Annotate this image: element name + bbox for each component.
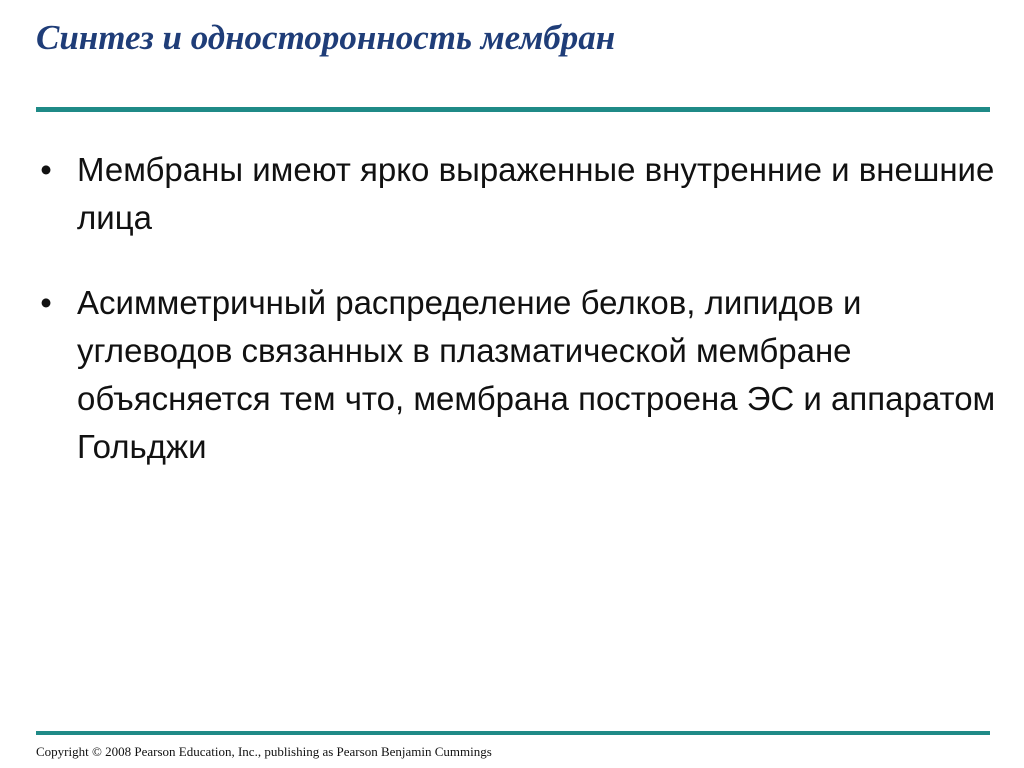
bullet-list [36, 146, 996, 508]
slide-title: Синтез и односторонность мембран [36, 18, 616, 57]
bullet-icon: • [40, 151, 52, 188]
title-divider [36, 107, 990, 112]
footer-divider [36, 731, 990, 735]
bullet-icon: • [40, 284, 52, 321]
bullet-item [36, 279, 996, 471]
bullet-text: Асимметричный распределение белков, липидов и углеводов связанных в плазматической мембране объясняется тем что, мембрана построена ЭС и аппаратом Гольджи [77, 284, 996, 465]
copyright-notice: Copyright © 2008 Pearson Education, Inc., publishing as Pearson Benjamin Cummings [36, 744, 492, 759]
bullet-item [36, 146, 996, 242]
bullet-text: Мембраны имеют ярко выраженные внутренние и внешние лица [77, 151, 995, 236]
